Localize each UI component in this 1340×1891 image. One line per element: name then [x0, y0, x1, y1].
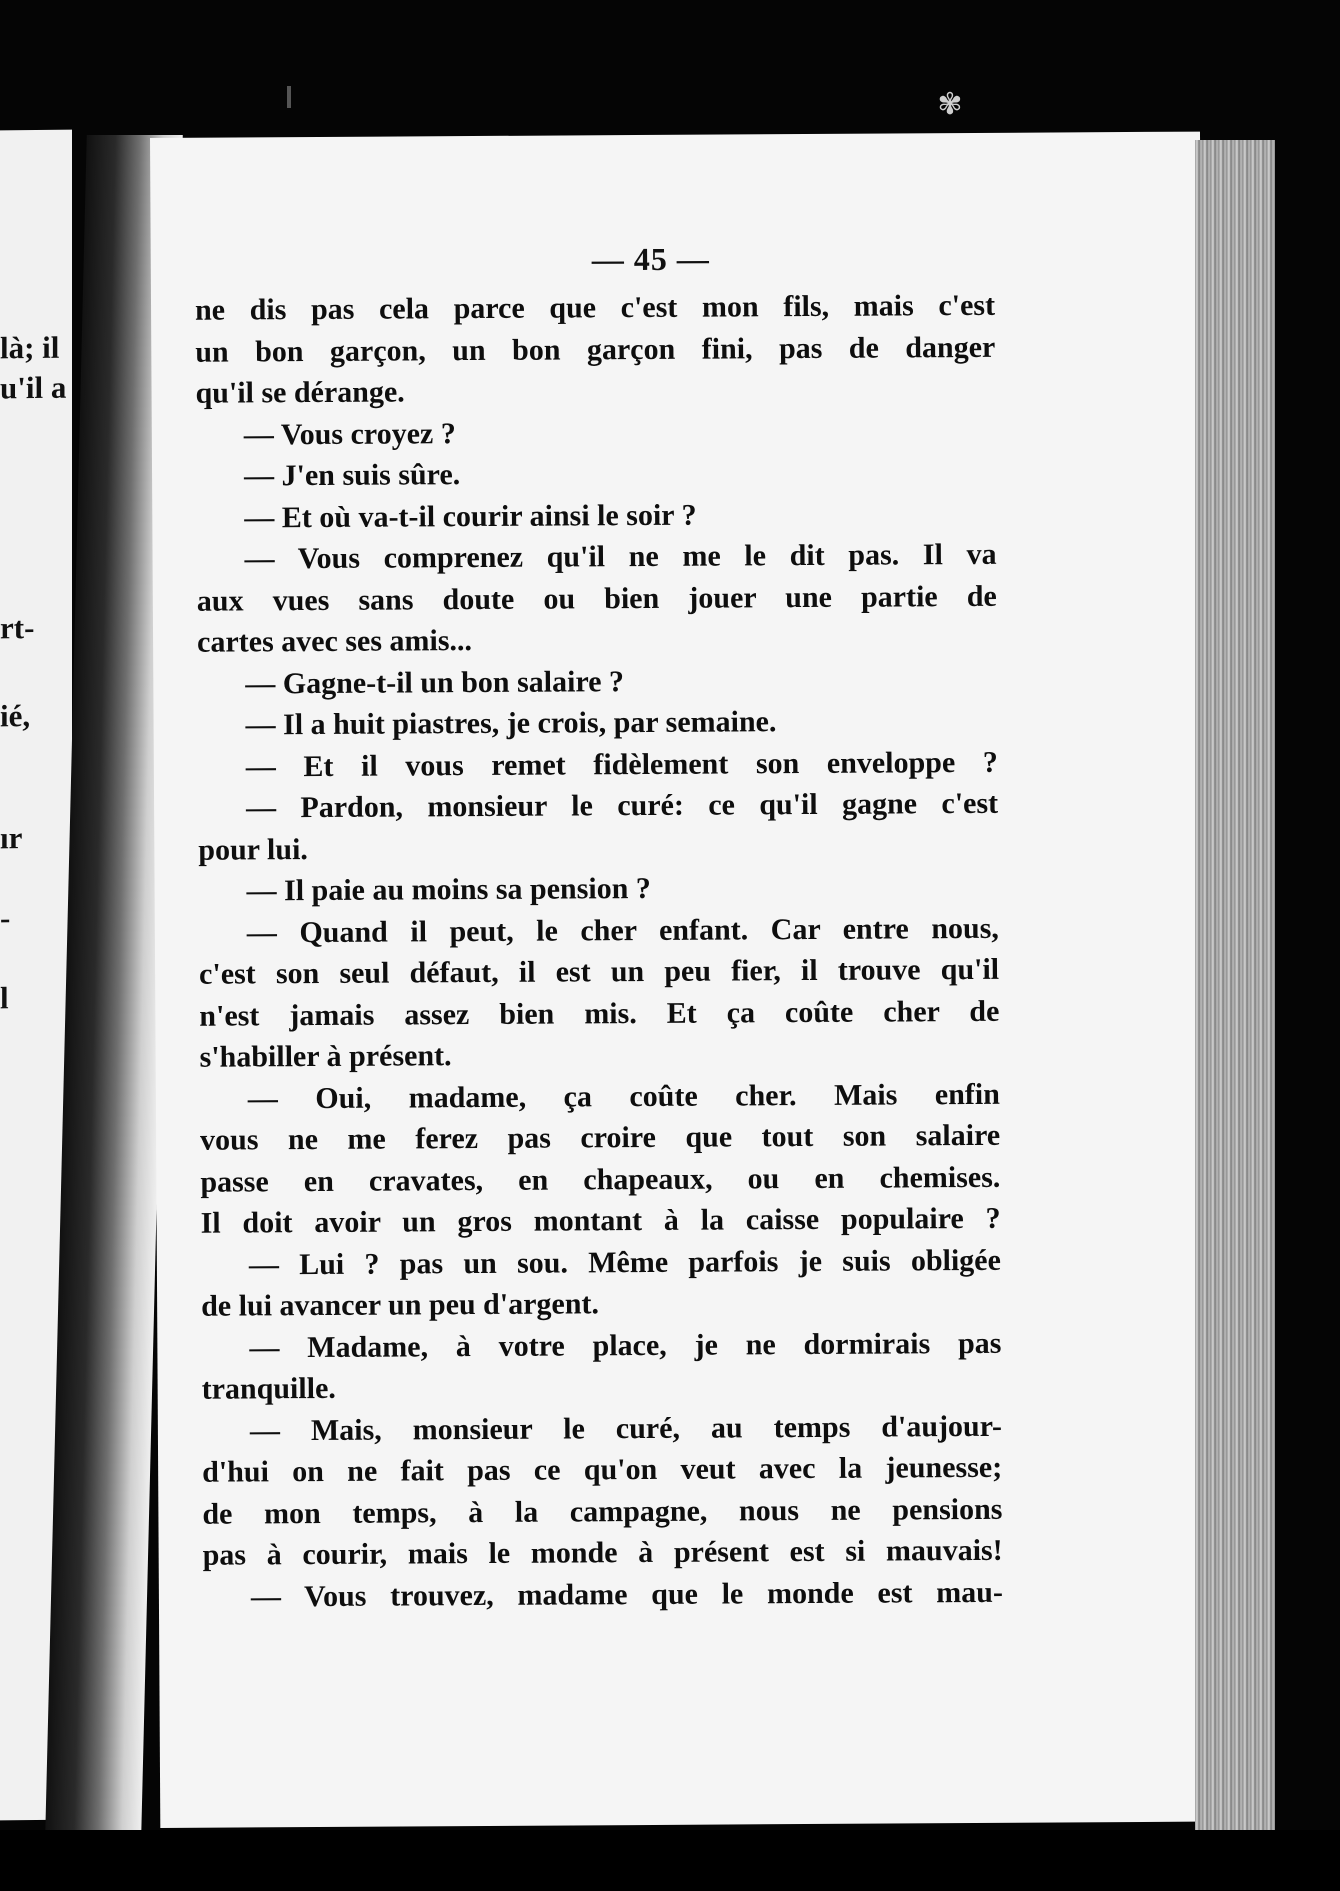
text-line: pas à courir, mais le monde à présent est si mauvais! [202, 1533, 1003, 1572]
text-line: pour lui. [198, 832, 308, 867]
left-fragment-4: ié, [0, 698, 31, 734]
text-line: de lui avancer un peu d'argent. [201, 1287, 600, 1323]
text-line: qu'il se dérange. [195, 375, 405, 410]
text-line: un bon garçon, un bon garçon fini, pas de danger [195, 330, 996, 369]
text-line: s'habiller à présent. [199, 1039, 452, 1074]
text-line: passe en cravates, en chapeaux, ou en chemises. [200, 1160, 1001, 1199]
text-line: Il doit avoir un gros montant à la caisse populaire ? [200, 1201, 1001, 1240]
text-line: vous ne me ferez pas croire que tout son salaire [200, 1118, 1001, 1157]
dialogue-line: — Mais, monsieur le curé, au temps d'aujour- [249, 1409, 1002, 1447]
binding-mark-icon: ✾ [937, 88, 963, 121]
text-line: aux vues sans doute ou bien jouer une partie de [196, 579, 997, 618]
left-fragment-3: rt- [0, 610, 35, 646]
dialogue-line: — Quand il peut, le cher enfant. Car entre nous, [246, 911, 999, 949]
page-edges-stack [1195, 140, 1275, 1830]
dialogue-line: — Vous comprenez qu'il ne me le dit pas. Il va [244, 537, 997, 576]
page-body-text [195, 285, 1003, 1618]
text-line: d'hui on ne fait pas ce qu'on veut avec la jeunesse; [202, 1450, 1003, 1489]
text-line: cartes avec ses amis... [196, 624, 473, 659]
text-line: ne dis pas cela parce que c'est mon fils, mais c'est [194, 288, 996, 327]
dialogue-line: — Vous trouvez, madame que le monde est mau- [250, 1575, 1003, 1613]
dialogue-line: — Oui, madame, ça coûte cher. Mais enfin [247, 1077, 1000, 1115]
text-line: de mon temps, à la campagne, nous ne pensions [202, 1492, 1003, 1531]
text-line: c'est son seul défaut, il est un peu fier, il trouve qu'il [199, 952, 1000, 991]
dialogue-line: — Pardon, monsieur le curé: ce qu'il gagne c'est [245, 786, 999, 825]
dialogue-line: — Et où va-t-il courir ainsi le soir ? [244, 498, 697, 534]
dialogue-line: — Madame, à votre place, je ne dormirais pas [249, 1326, 1002, 1364]
dialogue-line: — Lui ? pas un sou. Même parfois je suis obligée [248, 1243, 1001, 1281]
left-fragment-7: l [0, 980, 9, 1016]
text-line: tranquille. [201, 1371, 336, 1406]
left-fragment-6: - [0, 900, 11, 936]
dialogue-line: — J'en suis sûre. [243, 458, 461, 493]
dialogue-line: — Il a huit piastres, je crois, par semaine. [245, 705, 777, 742]
left-fragment-5: ır [0, 820, 23, 856]
page-45 [150, 132, 1210, 1828]
dialogue-line: — Vous croyez ? [243, 416, 456, 451]
page-number: — 45 — [591, 240, 710, 278]
dialogue-line: — Gagne-t-il un bon salaire ? [245, 664, 625, 700]
scan-bottom-border [0, 1830, 1340, 1891]
left-fragment-2: u'il a [0, 369, 67, 406]
scan-artifact [287, 86, 291, 108]
dialogue-line: — Il paie au moins sa pension ? [246, 871, 651, 908]
dialogue-line: — Et il vous remet fidèlement son enveloppe ? [245, 745, 998, 783]
left-fragment-1: là; il [0, 329, 60, 366]
text-line: n'est jamais assez bien mis. Et ça coûte cher de [199, 994, 1000, 1033]
